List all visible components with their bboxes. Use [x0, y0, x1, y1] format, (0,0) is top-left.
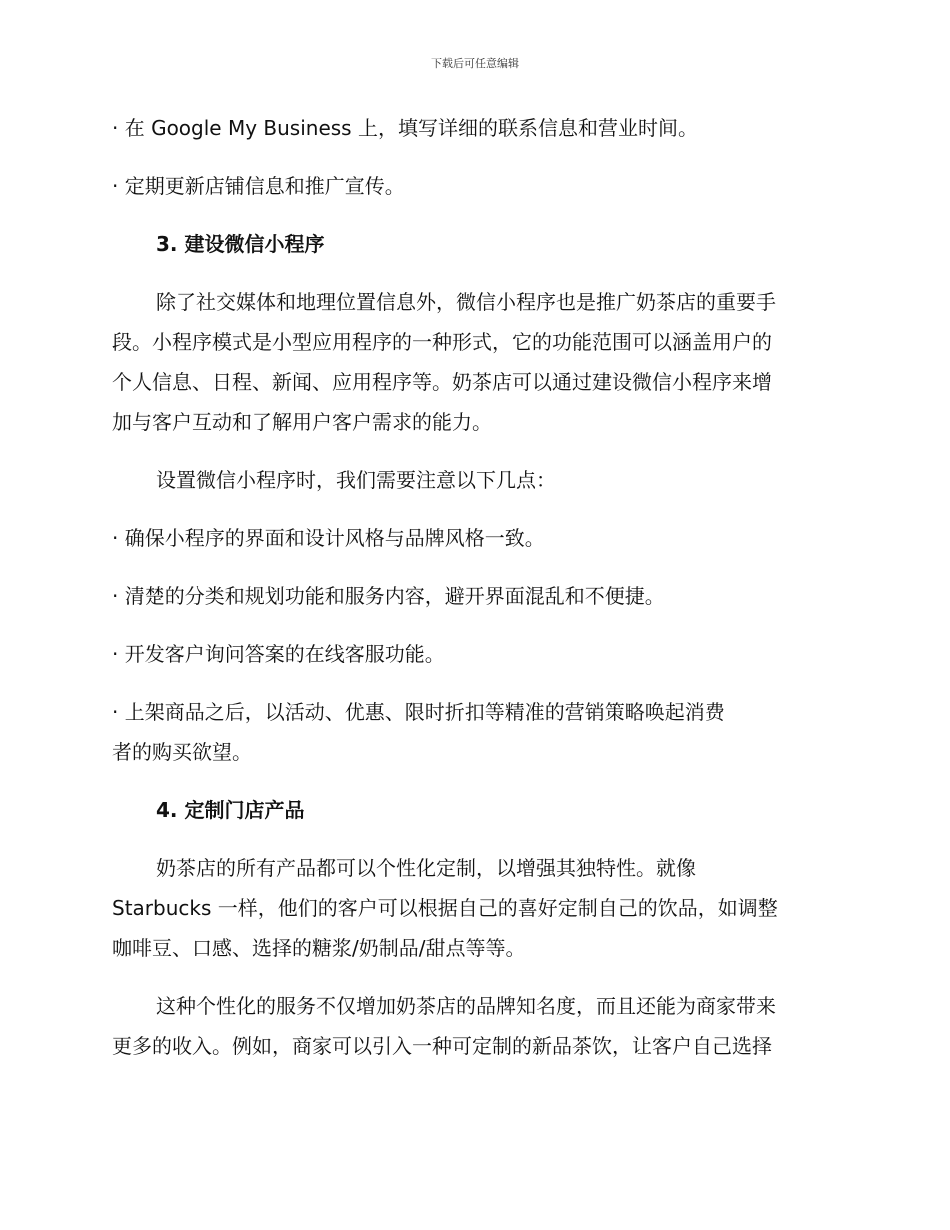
page-header: 下载后可任意编辑	[431, 57, 519, 70]
paragraph-revenue	[112, 986, 832, 1066]
bullet-classify: · 清楚的分类和规划功能和服务内容，避开界面混乱和不便捷。	[112, 584, 665, 608]
bullet-promo	[112, 692, 832, 772]
paragraph-line: 段。小程序模式是小型应用程序的一种形式，它的功能范围可以涵盖用户的	[112, 330, 772, 354]
paragraph-line: 个人信息、日程、新闻、应用程序等。奶茶店可以通过建设微信小程序来增	[112, 370, 772, 394]
paragraph-line: 除了社交媒体和地理位置信息外，微信小程序也是推广奶茶店的重要手	[156, 290, 776, 314]
paragraph-line: 这种个性化的服务不仅增加奶茶店的品牌知名度，而且还能为商家带来	[156, 994, 776, 1018]
paragraph-customization	[112, 848, 832, 968]
paragraph-line: 咖啡豆、口感、选择的糖浆/奶制品/甜点等等。	[112, 936, 526, 960]
bullet-service: · 开发客户询问答案的在线客服功能。	[112, 642, 445, 666]
bullet-update: · 定期更新店铺信息和推广宣传。	[112, 174, 405, 198]
paragraph-line: 更多的收入。例如，商家可以引入一种可定制的新品茶饮，让客户自己选择	[112, 1034, 772, 1058]
paragraph-notes-intro: 设置微信小程序时，我们需要注意以下几点：	[156, 468, 556, 492]
section-heading-3: 3. 建设微信小程序	[156, 232, 325, 256]
section-heading-4: 4. 定制门店产品	[156, 798, 305, 822]
bullet-line: · 上架商品之后，以活动、优惠、限时折扣等精准的营销策略唤起消费	[112, 700, 725, 724]
paragraph-miniprogram	[112, 282, 832, 442]
paragraph-line: 奶茶店的所有产品都可以个性化定制，以增强其独特性。就像	[156, 856, 696, 880]
paragraph-line: Starbucks 一样，他们的客户可以根据自己的喜好定制自己的饮品，如调整	[112, 896, 778, 920]
bullet-line: 者的购买欲望。	[112, 740, 252, 764]
bullet-gmb: · 在 Google My Business 上，填写详细的联系信息和营业时间。	[112, 116, 698, 140]
document-body	[112, 108, 832, 1066]
bullet-style: · 确保小程序的界面和设计风格与品牌风格一致。	[112, 526, 545, 550]
paragraph-line: 加与客户互动和了解用户客户需求的能力。	[112, 410, 492, 434]
